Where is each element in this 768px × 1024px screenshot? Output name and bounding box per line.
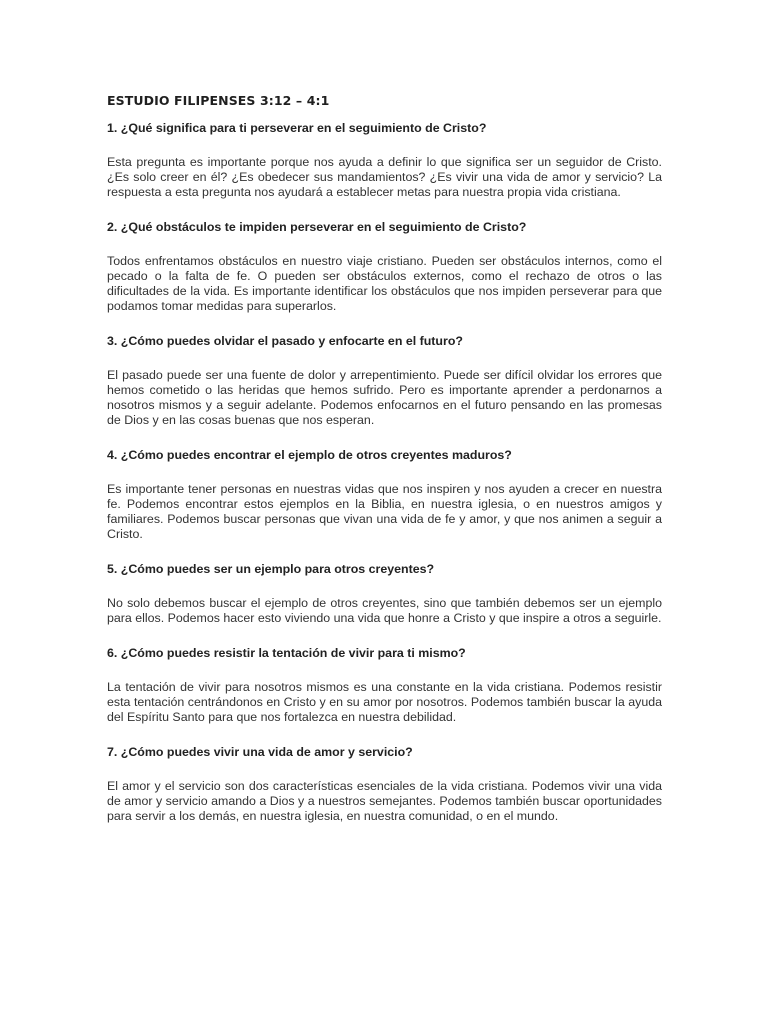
- question-7: 7. ¿Cómo puedes vivir una vida de amor y servicio?: [107, 745, 413, 759]
- document-page: [107, 93, 662, 844]
- answer-2: Todos enfrentamos obstáculos en nuestro viaje cristiano. Pueden ser obstáculos internos, como el pecado o la falta de fe. O pueden ser obstáculos externos, como el rechazo de otros o las dificultades de la vida. Es importante identificar los obstáculos que nos impiden perseverar para que podamos tomar medidas para superarlos.: [107, 254, 662, 313]
- question-3: 3. ¿Cómo puedes olvidar el pasado y enfocarte en el futuro?: [107, 334, 463, 348]
- answer-1: Esta pregunta es importante porque nos ayuda a definir lo que significa ser un seguidor de Cristo. ¿Es solo creer en él? ¿Es obedecer sus mandamientos? ¿Es vivir una vida de amor y servicio? La respuesta a esta pregunta nos ayudará a establecer metas para nuestra propia vida cristiana.: [107, 155, 662, 199]
- study-section-6: [107, 646, 662, 725]
- answer-3: El pasado puede ser una fuente de dolor y arrepentimiento. Puede ser difícil olvidar los errores que hemos cometido o las heridas que hemos sufrido. Pero es importante aprender a perdonarnos a nosotros mismos y a seguir adelante. Podemos enfocarnos en el futuro pensando en las promesas de Dios y en las cosas buenas que nos esperan.: [107, 368, 662, 427]
- question-2: 2. ¿Qué obstáculos te impiden perseverar en el seguimiento de Cristo?: [107, 220, 527, 234]
- study-section-5: [107, 562, 662, 626]
- answer-7: El amor y el servicio son dos características esenciales de la vida cristiana. Podemos vivir una vida de amor y servicio amando a Dios y a nuestros semejantes. Podemos también buscar oportunidades para servir a los demás, en nuestra iglesia, en nuestra comunidad, o en el mundo.: [107, 779, 662, 823]
- question-4: 4. ¿Cómo puedes encontrar el ejemplo de otros creyentes maduros?: [107, 448, 512, 462]
- question-5: 5. ¿Cómo puedes ser un ejemplo para otros creyentes?: [107, 562, 435, 576]
- question-1: 1. ¿Qué significa para ti perseverar en el seguimiento de Cristo?: [107, 121, 487, 135]
- study-section-1: [107, 121, 662, 200]
- answer-6: La tentación de vivir para nosotros mismos es una constante en la vida cristiana. Podemos resistir esta tentación centrándonos en Cristo y en su amor por nosotros. Podemos también buscar la ayuda del Espíritu Santo para que nos fortalezca en nuestra debilidad.: [107, 680, 662, 724]
- question-6: 6. ¿Cómo puedes resistir la tentación de vivir para ti mismo?: [107, 646, 466, 660]
- study-section-2: [107, 220, 662, 314]
- answer-5: No solo debemos buscar el ejemplo de otros creyentes, sino que también debemos ser un ejemplo para ellos. Podemos hacer esto viviendo una vida que honre a Cristo y que inspire a otros a seguirle.: [107, 596, 662, 625]
- study-section-3: [107, 334, 662, 428]
- study-section-7: [107, 745, 662, 824]
- document-title: ESTUDIO FILIPENSES 3:12 – 4:1: [107, 93, 330, 108]
- study-section-4: [107, 448, 662, 542]
- answer-4: Es importante tener personas en nuestras vidas que nos inspiren y nos ayuden a crecer en nuestra fe. Podemos encontrar estos ejemplos en la Biblia, en nuestra iglesia, o en nuestros amigos y familiares. Podemos buscar personas que vivan una vida de fe y amor, y que nos animen a seguir a Cristo.: [107, 482, 662, 541]
